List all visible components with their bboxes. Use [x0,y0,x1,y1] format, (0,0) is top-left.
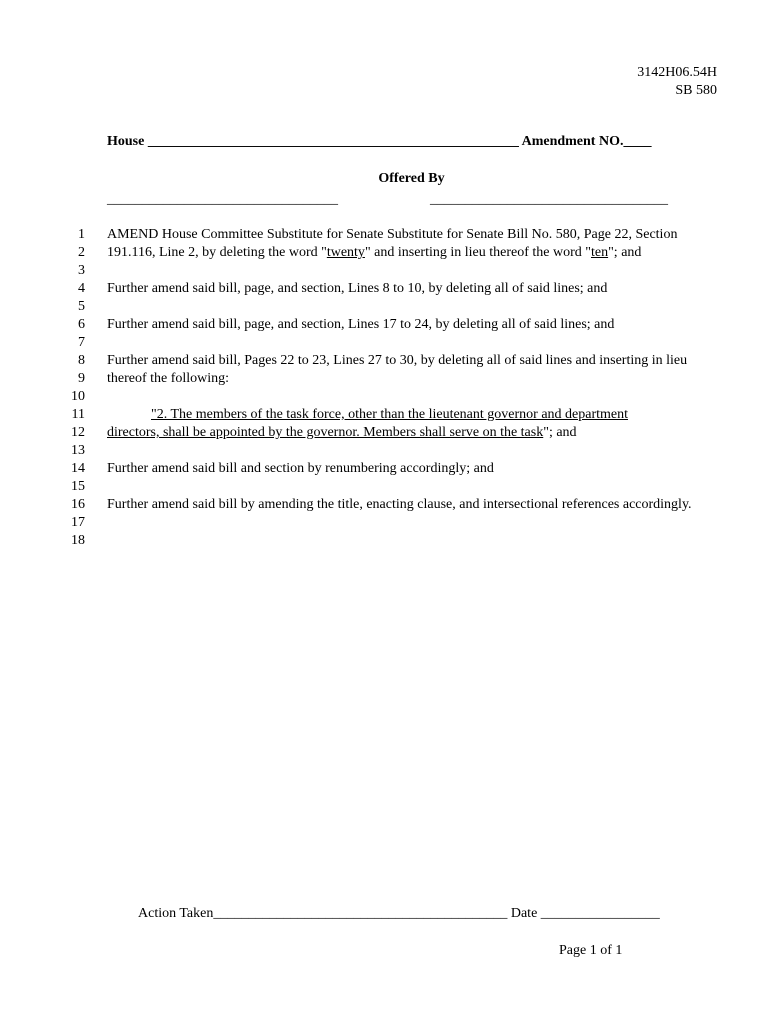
line-number: 1 [78,227,85,242]
line-number: 2 [78,245,85,260]
underlined-text: "2. The members of the task force, other than the lieutenant governor and department [151,407,629,422]
text-run: "; and [543,425,577,440]
house-label: House [107,134,145,149]
text-run: AMEND House Committee Substitute for Senate Substitute for Senate Bill No. 580, Page 22, Section 191.116, Line 2, by deleting the word " [107,227,678,260]
page-number: Page 1 of 1 [559,943,623,958]
line-number: 4 [78,281,85,296]
amend-paragraph-2: Further amend said bill, page, and section, Lines 8 to 10, by deleting all of said lines; and [107,281,608,296]
line-number: 6 [78,317,85,332]
amend-paragraph-4: Further amend said bill, Pages 22 to 23, Lines 27 to 30, by deleting all of said lines and inserting in lieu thereof the following: [107,353,688,386]
line-number: 18 [71,533,85,548]
amend-paragraph-3: Further amend said bill, page, and section, Lines 17 to 24, by deleting all of said lines; and [107,317,615,332]
line-number: 7 [78,335,85,350]
amendment-number: Amendment NO.____ [521,134,652,149]
bill-number: SB 580 [675,83,717,98]
amendment-body [107,226,717,514]
document-id [637,64,717,100]
date-label: Date _________________ [510,906,660,921]
line-number: 11 [71,407,85,422]
text-run: "; and [608,245,642,260]
offered-by-heading: Offered By [378,171,445,186]
house-amendment-row [107,134,651,150]
line-number: 9 [78,371,85,386]
line-number: 16 [71,497,85,512]
line-number: 17 [71,515,85,530]
signature-line-left: _________________________________ [107,192,338,207]
line-number: 15 [71,479,85,494]
amend-paragraph-6: Further amend said bill and section by renumbering accordingly; and [107,461,494,476]
line-number: 5 [78,299,85,314]
line-number: 14 [71,461,85,476]
amend-paragraph-1 [107,226,717,262]
line-number: 3 [78,263,85,278]
amend-paragraph-7: Further amend said bill by amending the title, enacting clause, and intersectional references accordingly. [107,497,692,512]
line-number: 13 [71,443,85,458]
house-blank: _____________________________________________________ [147,134,519,149]
doc-code: 3142H06.54H [637,65,717,80]
line-numbers [55,226,85,550]
inserted-text-line-1 [107,406,717,424]
action-taken-label: Action Taken__________________________________________ [138,906,508,921]
deleted-word: twenty [326,245,365,260]
inserted-word: ten [590,245,609,260]
line-number: 8 [78,353,85,368]
line-number: 12 [71,425,85,440]
text-run: " and inserting in lieu thereof the word " [364,245,591,260]
underlined-text: directors, shall be appointed by the governor. Members shall serve on the task [107,425,544,440]
inserted-text-line-2 [107,424,717,442]
line-number: 10 [71,389,85,404]
action-taken-line [138,906,660,922]
signature-line-right: __________________________________ [430,192,668,207]
